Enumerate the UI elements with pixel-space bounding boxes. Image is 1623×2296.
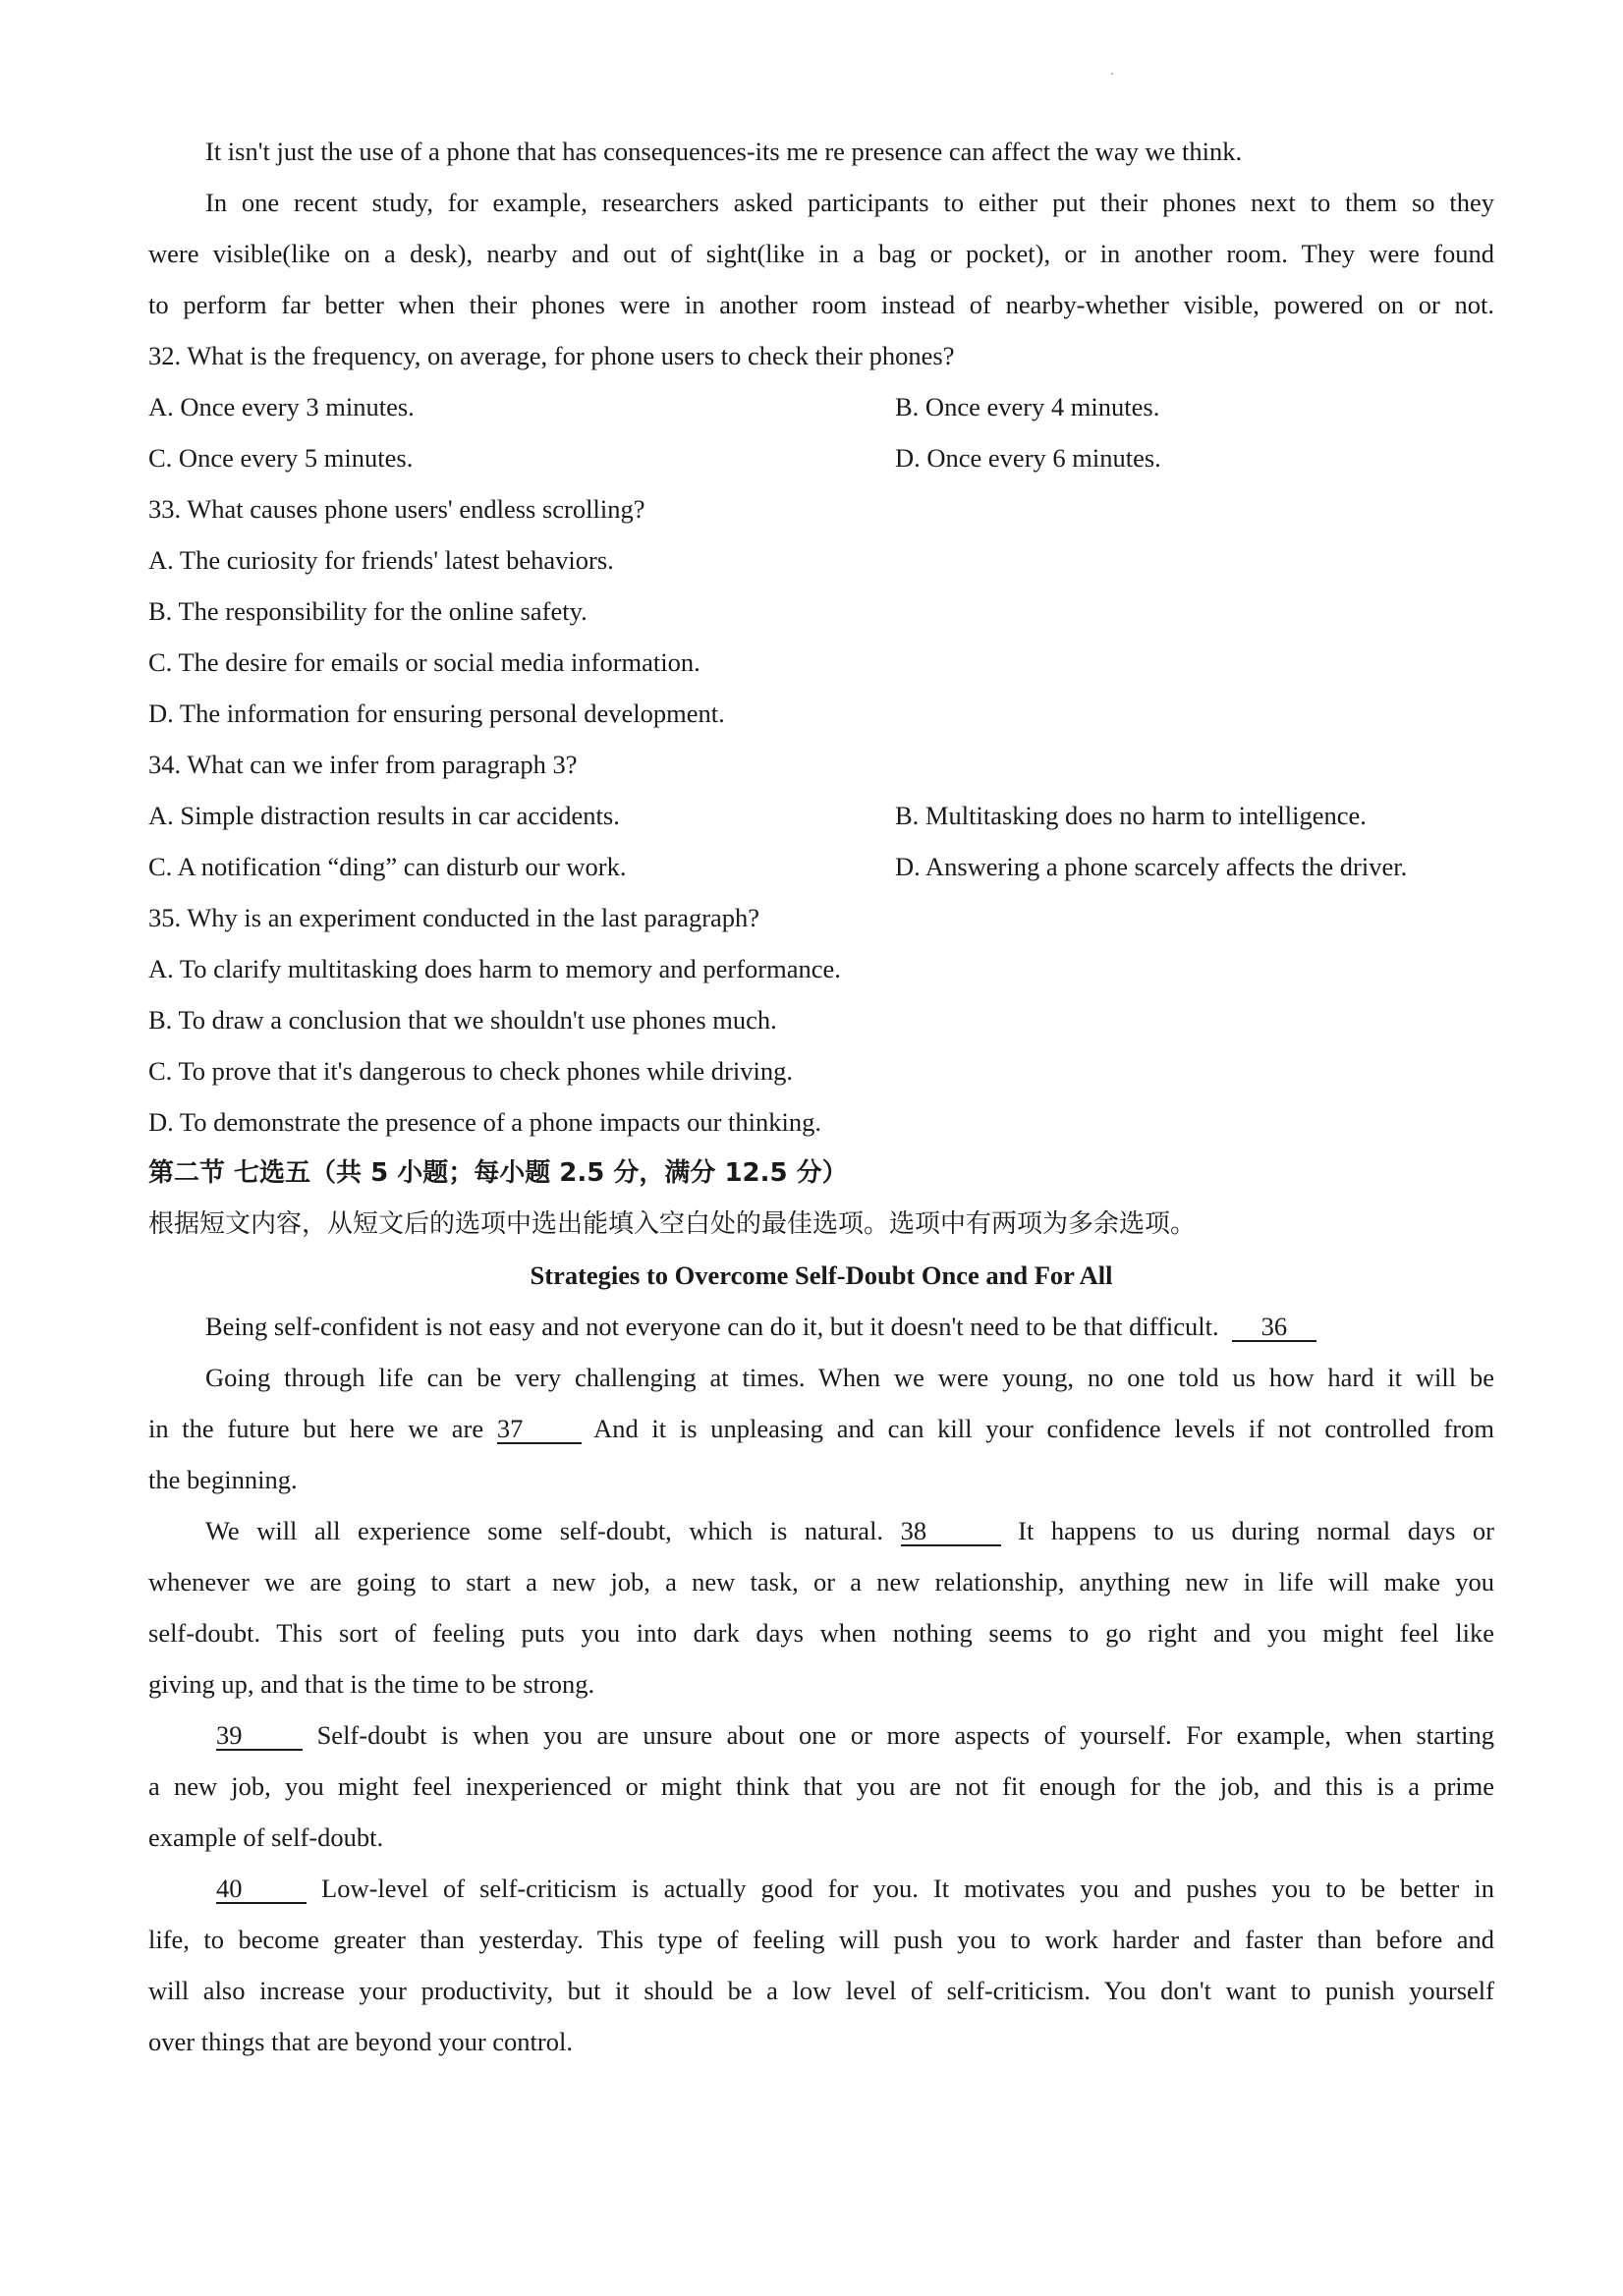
- option-a: A. To clarify multitasking does harm to memory and performance.: [148, 954, 841, 983]
- option-d: D. To demonstrate the presence of a phone impacts our thinking.: [148, 1107, 822, 1137]
- section-instruction: 根据短文内容，从短文后的选项中选出能填入空白处的最佳选项。选项中有两项为多余选项。: [148, 1209, 1197, 1239]
- paragraph-4-line: [216, 1709, 1494, 1761]
- passage-paragraph-line: to perform far better when their phones were in another room instead of nearby-whether visible, powered on or not.: [148, 290, 1494, 319]
- section-heading: 第二节 七选五（共 5 小题；每小题 2.5 分，满分 12.5 分）: [148, 1158, 848, 1188]
- paragraph-3-line: whenever we are going to start a new job, a new task, or a new relationship, anything new in life will make you: [148, 1567, 1494, 1596]
- paragraph-1: [205, 1301, 1494, 1352]
- paragraph-5-line: life, to become greater than yesterday. This type of feeling will push you to work harder and faster than before and: [148, 1925, 1494, 1954]
- paragraph-5-line: [216, 1863, 1494, 1914]
- blank-38: 38: [901, 1517, 1001, 1546]
- paragraph-4-line: a new job, you might feel inexperienced or might think that you are not fit enough for the job, and this is a prime: [148, 1771, 1494, 1801]
- blank-37: 37: [497, 1415, 582, 1444]
- paragraph-2-line: Going through life can be very challenging at times. When we were young, no one told us how hard it will be: [205, 1363, 1494, 1392]
- question-stem: 35. Why is an experiment conducted in the last paragraph?: [148, 903, 760, 932]
- option-a: A. Once every 3 minutes.: [148, 392, 415, 421]
- paragraph-text: Being self-confident is not easy and not everyone can do it, but it doesn't need to be that difficult.: [205, 1312, 1219, 1341]
- blank-40: 40: [216, 1875, 307, 1904]
- option-a: A. The curiosity for friends' latest behaviors.: [148, 545, 614, 575]
- passage-paragraph-line: In one recent study, for example, researchers asked participants to either put their phones next to them so they: [205, 188, 1494, 217]
- option-b: B. To draw a conclusion that we shouldn't use phones much.: [148, 1005, 777, 1035]
- option-c: C. To prove that it's dangerous to check phones while driving.: [148, 1056, 793, 1086]
- paragraph-2-line: [148, 1403, 1494, 1454]
- paragraph-text: And it is unpleasing and can kill your confidence levels if not controlled from: [593, 1414, 1494, 1443]
- option-b: B. The responsibility for the online safety.: [148, 596, 588, 626]
- option-c: C. Once every 5 minutes.: [148, 443, 414, 473]
- scan-speck: [1111, 73, 1113, 75]
- paragraph-text: in the future but here we are: [148, 1414, 484, 1443]
- option-b: B. Once every 4 minutes.: [895, 392, 1160, 421]
- paragraph-text: We will all experience some self-doubt, which is natural.: [205, 1516, 884, 1545]
- option-a: A. Simple distraction results in car accidents.: [148, 801, 620, 830]
- paragraph-text: Low-level of self-criticism is actually good for you. It motivates you and pushes you to be better in: [321, 1874, 1495, 1903]
- option-c: C. A notification “ding” can disturb our work.: [148, 852, 627, 881]
- option-b: B. Multitasking does no harm to intelligence.: [895, 801, 1367, 830]
- paragraph-text: It happens to us during normal days or: [1018, 1516, 1495, 1545]
- passage-title: Strategies to Overcome Self-Doubt Once and For All: [530, 1260, 1113, 1290]
- paragraph-4-line: example of self-doubt.: [148, 1822, 384, 1852]
- passage-paragraph: It isn't just the use of a phone that has consequences-its me re presence can affect the way we think.: [205, 137, 1243, 166]
- option-d: D. Answering a phone scarcely affects the driver.: [895, 852, 1408, 881]
- paragraph-3-line: [205, 1505, 1494, 1556]
- question-stem: 34. What can we infer from paragraph 3?: [148, 750, 578, 779]
- passage-paragraph-line: were visible(like on a desk), nearby and out of sight(like in a bag or pocket), or in another room. They were found: [148, 239, 1494, 268]
- question-stem: 32. What is the frequency, on average, for phone users to check their phones?: [148, 341, 955, 370]
- blank-39: 39: [216, 1721, 303, 1751]
- option-c: C. The desire for emails or social media information.: [148, 647, 700, 677]
- paragraph-text: Self-doubt is when you are unsure about one or more aspects of yourself. For example, when starting: [316, 1720, 1494, 1750]
- paragraph-5-line: will also increase your productivity, but it should be a low level of self-criticism. You don't want to punish yourself: [148, 1976, 1494, 2005]
- paragraph-5-line: over things that are beyond your control.: [148, 2027, 573, 2056]
- paragraph-3-line: giving up, and that is the time to be strong.: [148, 1669, 595, 1699]
- blank-36: 36: [1232, 1313, 1316, 1342]
- option-d: D. Once every 6 minutes.: [895, 443, 1161, 473]
- question-stem: 33. What causes phone users' endless scrolling?: [148, 494, 645, 524]
- option-d: D. The information for ensuring personal development.: [148, 699, 725, 728]
- paragraph-3-line: self-doubt. This sort of feeling puts you into dark days when nothing seems to go right and you might feel like: [148, 1618, 1494, 1648]
- paragraph-2-line: the beginning.: [148, 1465, 298, 1494]
